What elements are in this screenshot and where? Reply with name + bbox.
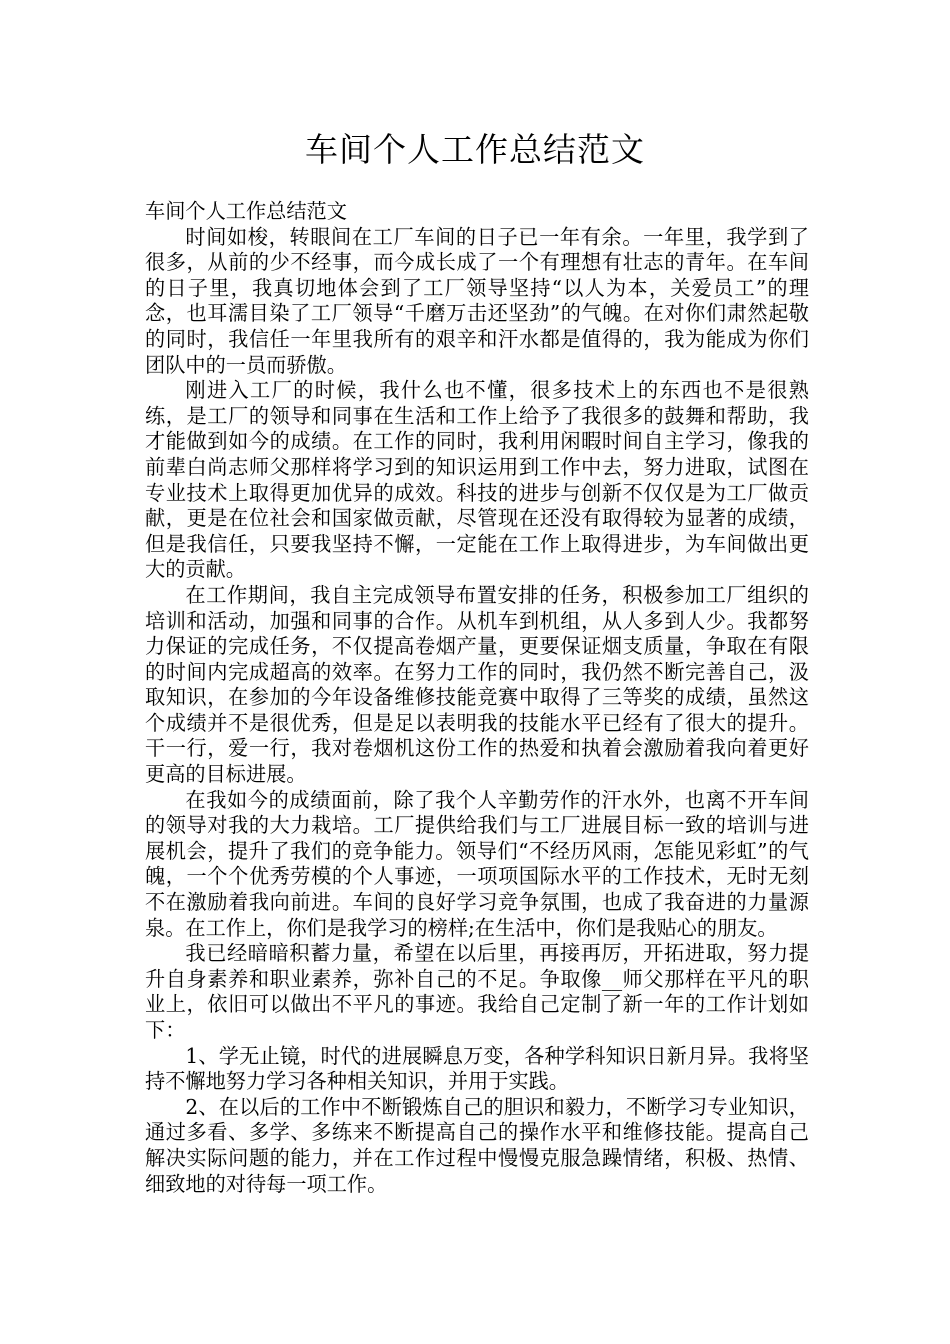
document-subtitle: 车间个人工作总结范文 [145, 199, 347, 223]
paragraph-4: 在我如今的成绩面前，除了我个人辛勤劳作的汗水外，也离不开车间的领导对我的大力栽培。工厂提供给我们与工厂进展目标一致的培训与进展机会，提升了我们的竞争能力。领导们“不经历风雨，怎能见彩虹”的气魄，一个个优秀劳模的个人事迹，一项项国际水平的工作技术，无时无刻不在激励着我向前进。车间的良好学习竞争氛围，也成了我奋进的力量源泉。在工作上，你们是我学习的榜样;在生活中，你们是我贴心的朋友。 [145, 787, 809, 940]
document-title: 车间个人工作总结范文 [305, 130, 645, 169]
document-body [145, 199, 809, 1197]
list-item-2: 2、在以后的工作中不断锻炼自己的胆识和毅力，不断学习专业知识，通过多看、多学、多练来不断提高自己的操作水平和维修技能。提高自己解决实际问题的能力，并在工作过程中慢慢克服急躁情绪，积极、热情、细致地的对待每一项工作。 [145, 1094, 809, 1196]
list-item-1: 1、学无止镜，时代的进展瞬息万变，各种学科知识日新月异。我将坚持不懈地努力学习各种相关知识，并用于实践。 [145, 1043, 809, 1094]
paragraph-1: 时间如梭，转眼间在工厂车间的日子已一年有余。一年里，我学到了很多，从前的少不经事，而今成长成了一个有理想有壮志的青年。在车间的日子里，我真切地体会到了工厂领导坚持“以人为本，关爱员工”的理念，也耳濡目染了工厂领导“千磨万击还坚劲”的气魄。在对你们肃然起敬的同时，我信任一年里我所有的艰辛和汗水都是值得的，我为能成为你们团队中的一员而骄傲。 [145, 224, 809, 377]
paragraph-5: 我已经暗暗积蓄力量，希望在以后里，再接再厉，开拓进取，努力提升自身素养和职业素养，弥补自己的不足。争取像__师父那样在平凡的职业上，依旧可以做出不平凡的事迹。我给自己定制了新一年的工作计划如下： [145, 941, 809, 1042]
paragraph-2: 刚进入工厂的时候，我什么也不懂，很多技术上的东西也不是很熟练，是工厂的领导和同事在生活和工作上给予了我很多的鼓舞和帮助，我才能做到如今的成绩。在工作的同时，我利用闲暇时间自主学习，像我的前辈白尚志师父那样将学习到的知识运用到工作中去，努力进取，试图在专业技术上取得更加优异的成效。科技的进步与创新不仅仅是为工厂做贡献，更是在位社会和国家做贡献，尽管现在还没有取得较为显著的成绩，但是我信任，只要我坚持不懈，一定能在工作上取得进步，为车间做出更大的贡献。 [145, 378, 809, 582]
paragraph-3: 在工作期间，我自主完成领导布置安排的任务，积极参加工厂组织的培训和活动，加强和同事的合作。从机车到机组，从人多到人少。我都努力保证的完成任务，不仅提高卷烟产量，更要保证烟支质量，争取在有限的时间内完成超高的效率。在努力工作的同时，我仍然不断完善自己，汲取知识，在参加的今年设备维修技能竞赛中取得了三等奖的成绩，虽然这个成绩并不是很优秀，但是足以表明我的技能水平已经有了很大的提升。干一行，爱一行，我对卷烟机这份工作的热爱和执着会激励着我向着更好更高的目标进展。 [145, 582, 809, 787]
